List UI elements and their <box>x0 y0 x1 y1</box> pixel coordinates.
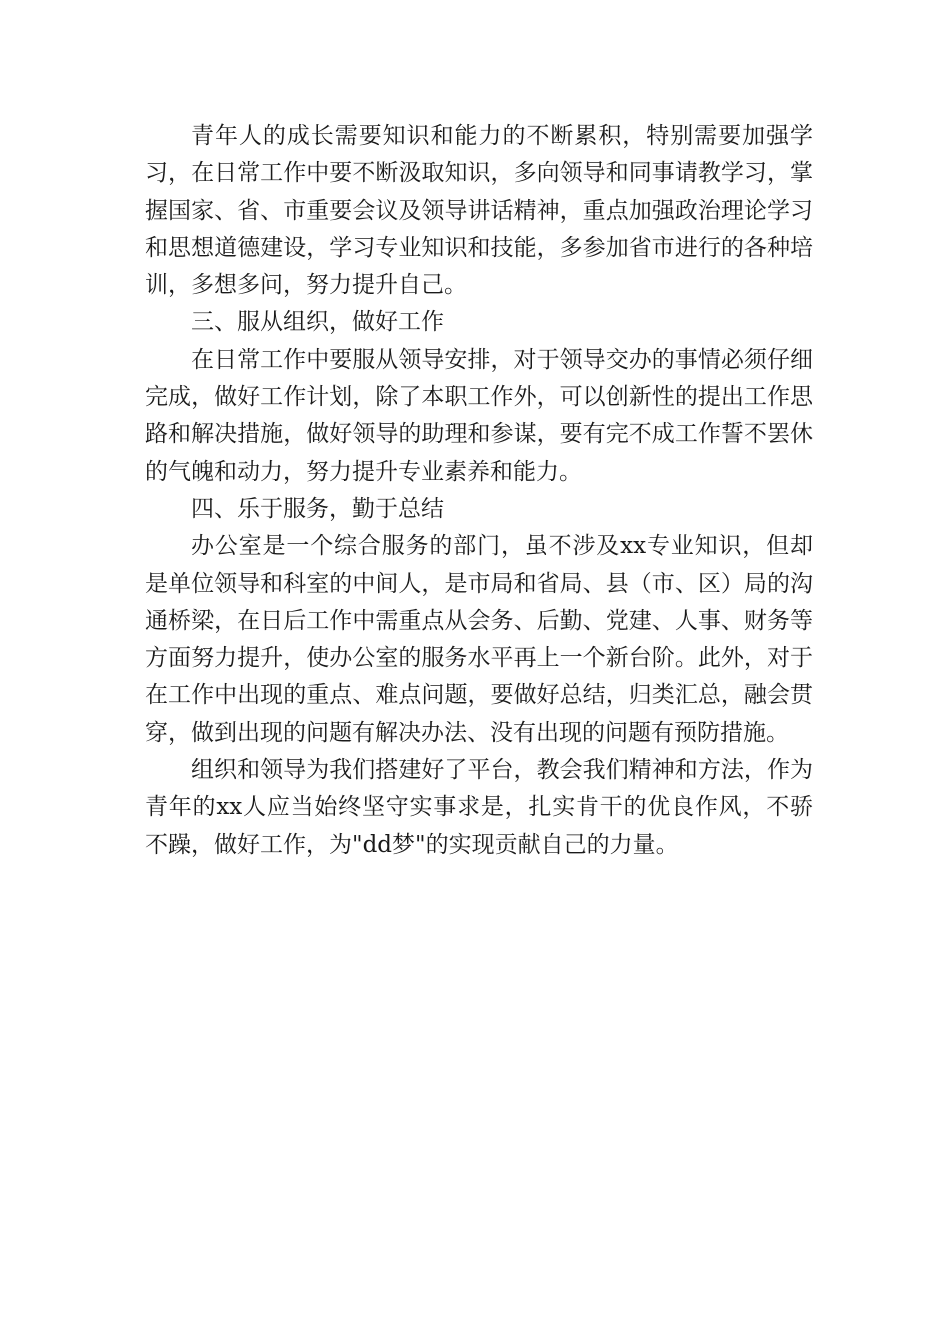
paragraph-conclusion: 组织和领导为我们搭建好了平台，教会我们精神和方法，作为青年的xx人应当始终坚守实事求是，扎实肯干的优良作风，不骄不躁，做好工作，为"dd梦"的实现贡献自己的力量。 <box>145 757 813 858</box>
paragraph-work: 在日常工作中要服从领导安排，对于领导交办的事情必须仔细完成，做好工作计划，除了本职工作外，可以创新性的提出工作思路和解决措施，做好领导的助理和参谋，要有完不成工作誓不罢休的气魄和动力，努力提升专业素养和能力。 <box>145 346 813 485</box>
section-heading-3: 三、服从组织，做好工作 <box>191 309 444 336</box>
paragraph-service: 办公室是一个综合服务的部门，虽不涉及xx专业知识，但却是单位领导和科室的中间人，是市局和省局、县（市、区）局的沟通桥梁，在日后工作中需重点从会务、后勤、党建、人事、财务等方面努力提升，使办公室的服务水平再上一个新台阶。此外，对于在工作中出现的重点、难点问题，要做好总结，归类汇总，融会贯穿，做到出现的问题有解决办法、没有出现的问题有预防措施。 <box>145 533 813 746</box>
paragraph-learning: 青年人的成长需要知识和能力的不断累积，特别需要加强学习，在日常工作中要不断汲取知识，多向领导和同事请教学习，掌握国家、省、市重要会议及领导讲话精神，重点加强政治理论学习和思想道德建设，学习专业知识和技能，多参加省市进行的各种培训，多想多问，努力提升自己。 <box>145 123 813 299</box>
document-body <box>145 118 813 864</box>
section-heading-4: 四、乐于服务，勤于总结 <box>191 495 444 522</box>
